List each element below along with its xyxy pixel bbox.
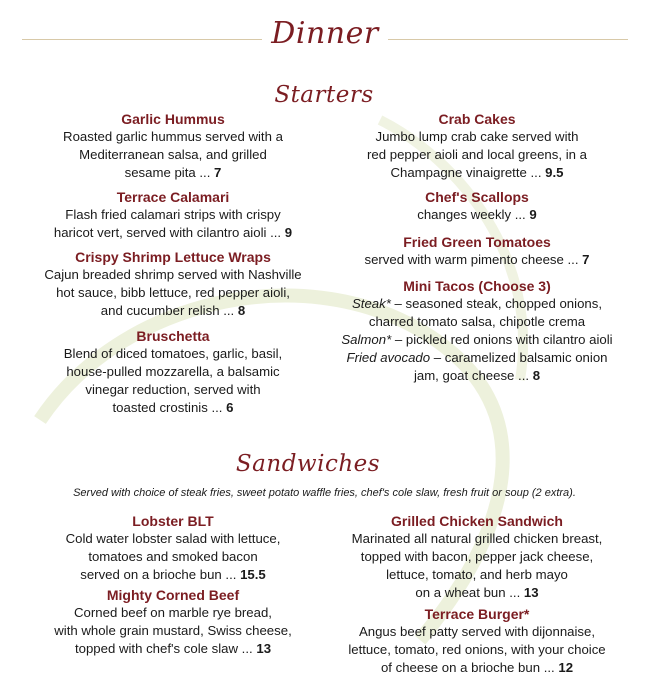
menu-item-lobster-blt xyxy=(8,512,338,584)
item-price: 13 xyxy=(256,641,272,656)
item-description: Marinated all natural grilled chicken breast, topped with bacon, pepper jack cheese, lettuce, tomato, and herb mayo on a wheat bun ... 13 xyxy=(351,531,603,600)
header-rule-right xyxy=(388,39,628,40)
item-price: 7 xyxy=(214,165,222,180)
item-name: Crispy Shrimp Lettuce Wraps xyxy=(75,249,271,265)
menu-item-garlic-hummus xyxy=(8,110,338,182)
item-description: Jumbo lump crab cake served with red pepper aioli and local greens, in a Champagne vinaigrette ... 9.5 xyxy=(367,129,587,180)
header-rule-left xyxy=(22,39,262,40)
menu-item-terrace-burger xyxy=(312,605,642,677)
menu-item-grilled-chicken-sandwich xyxy=(312,512,642,602)
item-name: Terrace Burger* xyxy=(424,606,530,622)
item-price: 13 xyxy=(523,585,539,600)
item-price: 6 xyxy=(226,400,234,415)
item-description: Cold water lobster salad with lettuce, tomatoes and smoked bacon served on a brioche bun ... 15.5 xyxy=(65,531,281,582)
item-price: 7 xyxy=(582,252,590,267)
item-name: Terrace Calamari xyxy=(116,189,230,205)
item-price: 9 xyxy=(529,207,537,222)
item-description: Blend of diced tomatoes, garlic, basil, house-pulled mozzarella, a balsamic vinegar reduction, served with toasted crostinis ... 6 xyxy=(63,346,283,415)
menu-item-mini-tacos xyxy=(312,277,642,385)
menu-item-crispy-shrimp-wraps xyxy=(8,248,338,320)
item-name: Bruschetta xyxy=(136,328,210,344)
menu-title: Dinner xyxy=(271,16,379,51)
item-price: 12 xyxy=(558,660,574,675)
item-name: Mighty Corned Beef xyxy=(106,587,240,603)
menu-item-terrace-calamari xyxy=(8,188,338,242)
item-price: 9 xyxy=(284,225,293,240)
item-name: Grilled Chicken Sandwich xyxy=(391,513,563,529)
sandwich-sides-note: Served with choice of steak fries, sweet potato waffle fries, chef's cole slaw, fresh fruit or soup (2 extra). xyxy=(73,487,576,499)
menu-item-crab-cakes xyxy=(312,110,642,182)
item-name: Crab Cakes xyxy=(438,111,516,127)
item-description: Steak* – seasoned steak, chopped onions, charred tomato salsa, chipotle crema Salmon* – pickled red onions with cilantro aioli Fried avocado – caramelized balsamic onion jam, goat cheese ... 8 xyxy=(341,296,613,383)
item-name: Garlic Hummus xyxy=(121,111,225,127)
item-description: Roasted garlic hummus served with a Mediterranean salsa, and grilled sesame pita ... 7 xyxy=(63,129,283,180)
item-price: 8 xyxy=(237,303,246,318)
menu-item-bruschetta xyxy=(8,327,338,417)
item-description: changes weekly ... 9 xyxy=(417,207,537,222)
item-name: Mini Tacos (Choose 3) xyxy=(403,278,551,294)
item-price: 9.5 xyxy=(545,165,564,180)
section-heading-starters: Starters xyxy=(274,82,374,108)
item-name: Chef's Scallops xyxy=(425,189,529,205)
item-price: 8 xyxy=(532,368,541,383)
item-price: 15.5 xyxy=(240,567,266,582)
menu-item-fried-green-tomatoes xyxy=(312,233,642,269)
item-name: Fried Green Tomatoes xyxy=(403,234,551,250)
item-description: Cajun breaded shrimp served with Nashville hot sauce, bibb lettuce, red pepper aioli, and cucumber relish ... 8 xyxy=(44,267,302,318)
menu-header xyxy=(0,10,649,60)
menu-item-chefs-scallops xyxy=(312,188,642,224)
item-name: Lobster BLT xyxy=(132,513,214,529)
item-description: Flash fried calamari strips with crispy haricot vert, served with cilantro aioli ... 9 xyxy=(53,207,293,240)
item-description: served with warm pimento cheese ... 7 xyxy=(364,252,590,267)
item-description: Corned beef on marble rye bread, with whole grain mustard, Swiss cheese, topped with chef's cole slaw ... 13 xyxy=(54,605,292,656)
section-heading-sandwiches: Sandwiches xyxy=(235,451,381,477)
menu-item-mighty-corned-beef xyxy=(8,586,338,658)
item-description: Angus beef patty served with dijonnaise, lettuce, tomato, red onions, with your choice of cheese on a brioche bun ... 12 xyxy=(348,624,606,675)
